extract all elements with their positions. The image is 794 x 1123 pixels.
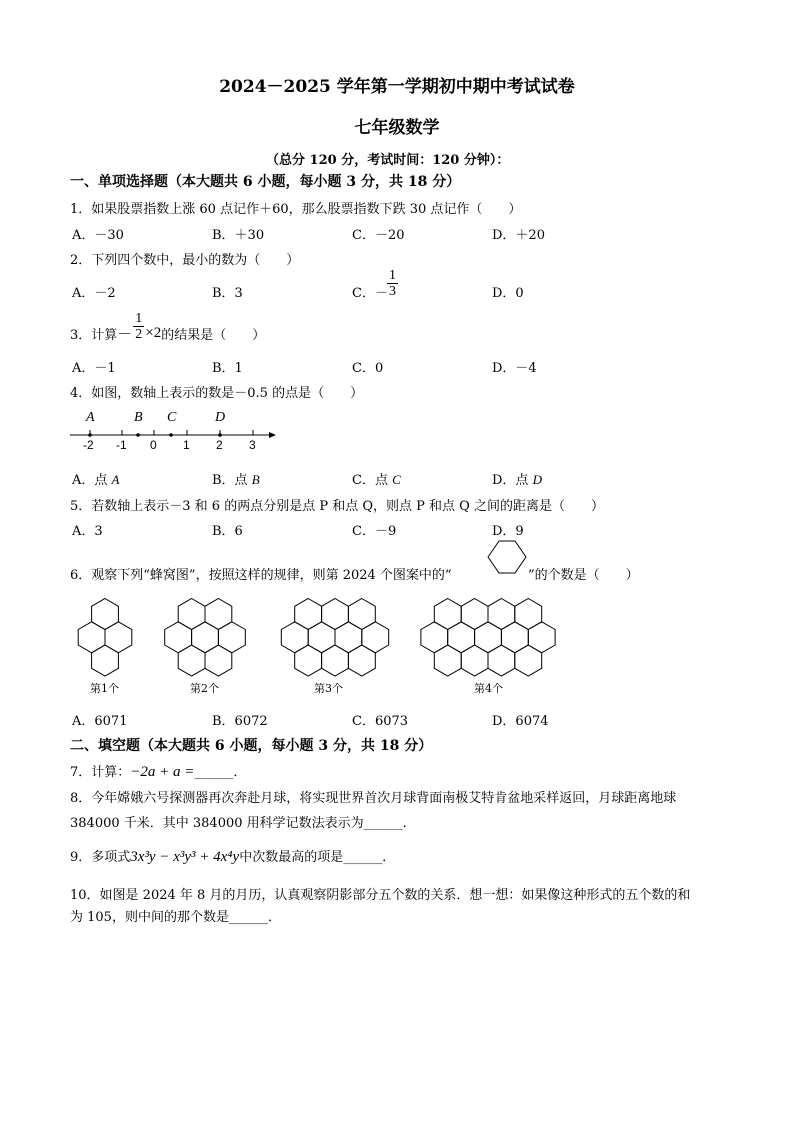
- honeycomb-cell: [362, 622, 389, 653]
- q4-option-a: A．点 A: [72, 472, 120, 488]
- q3-option-a: A．－1: [72, 361, 116, 376]
- q7-expression: −2a + a =: [130, 764, 195, 780]
- q3-times: ×2: [145, 325, 162, 341]
- q4-option-b: B．点 B: [212, 472, 260, 488]
- figure-label-4: 第4个: [474, 682, 503, 695]
- q1-option-a: A．－30: [72, 228, 124, 243]
- q5-option-a: A．3: [72, 524, 103, 539]
- q3-prefix: 3．计算: [70, 328, 118, 343]
- honeycomb-cell: [218, 622, 245, 653]
- honeycomb-cell: [501, 622, 528, 653]
- honeycomb-cell: [165, 622, 192, 653]
- honeycomb-cell: [92, 645, 119, 676]
- honeycomb-cell: [448, 622, 475, 653]
- q1-option-b: B．＋30: [212, 228, 265, 243]
- question-10-line-2: 为 105，则中间的那个数是______．: [70, 910, 281, 925]
- question-6-part-a: 6．观察下列“蜂窝图”，按照这样的规律，则第 2024 个图案中的“: [70, 568, 452, 583]
- fraction-denominator: 2: [135, 327, 143, 342]
- question-6-part-b: ”的个数是（ ）: [528, 568, 639, 583]
- q3-option-c: C．0: [352, 361, 384, 376]
- figure-label-3: 第3个: [314, 682, 343, 695]
- question-10-line-1: 10．如图是 2024 年 8 月的月历，认真观察阴影部分五个数的关系．想一想：如果像这种形式的五个数的和: [70, 888, 691, 903]
- point-c-label: C: [167, 410, 177, 425]
- honeycomb-cell: [461, 645, 488, 676]
- q7-blank: ______．: [194, 765, 247, 780]
- honeycomb-cell: [515, 645, 542, 676]
- question-8-line-1: 8．今年嫦娥六号探测器再次奔赴月球，将实现世界首次月球背面南极艾特肯盆地采样返回，月球距离地球: [70, 791, 677, 806]
- honeycomb-cell: [295, 645, 322, 676]
- honeycomb-cell: [348, 645, 375, 676]
- honeycomb-cell: [178, 599, 205, 630]
- honeycomb-cell: [461, 599, 488, 630]
- q2-option-c: C．－: [352, 286, 388, 301]
- q2-option-a: A．－2: [72, 286, 116, 301]
- q3-minus: －: [117, 327, 133, 343]
- question-7: [70, 761, 246, 781]
- figure-label-1: 第1个: [90, 682, 119, 695]
- section-1-title: 一、单项选择题（本大题共 6 小题，每小题 3 分，共 18 分）: [70, 174, 461, 190]
- q6-option-c: C．6073: [352, 714, 409, 729]
- tick-label: 2: [216, 438, 223, 452]
- question-4: 4．如图，数轴上表示的数是－0.5 的点是（ ）: [70, 386, 364, 401]
- question-1: 1．如果股票指数上涨 60 点记作＋60，那么股票指数下跌 30 点记作（ ）: [70, 202, 522, 217]
- tick-label: 3: [249, 438, 256, 452]
- point-a-label: A: [86, 410, 95, 425]
- fraction-numerator: 1: [135, 311, 143, 326]
- tick-label: 0: [150, 438, 157, 452]
- tick-label: -1: [116, 438, 127, 452]
- honeycomb-cell: [434, 645, 461, 676]
- q3-suffix: 的结果是（ ）: [161, 328, 266, 343]
- honeycomb-cell: [475, 622, 502, 653]
- honeycomb-cell: [78, 622, 105, 653]
- q9-prefix: 9．多项式: [70, 850, 131, 865]
- q5-option-c: C．－9: [352, 524, 397, 539]
- exam-title: 2024－2025 学年第一学期初中期中考试试卷: [219, 77, 575, 97]
- honeycomb-cell: [205, 645, 232, 676]
- exam-note: （总分 120 分，考试时间：120 分钟）：: [266, 153, 510, 168]
- question-9: [70, 846, 395, 866]
- honeycomb-cell: [205, 599, 232, 630]
- fraction-denominator: 3: [389, 284, 396, 299]
- tick-label: 1: [183, 438, 190, 452]
- q9-polynomial: 3x³y − x³y³ + 4x⁴y: [130, 849, 240, 865]
- honeycomb-cell: [515, 599, 542, 630]
- q6-option-b: B．6072: [212, 714, 268, 729]
- q5-option-b: B．6: [212, 524, 243, 539]
- honeycomb-cell: [348, 599, 375, 630]
- q5-option-d: D．9: [492, 524, 524, 539]
- figure-label-2: 第2个: [190, 682, 219, 695]
- question-5: 5．若数轴上表示－3 和 6 的两点分别是点 P 和点 Q，则点 P 和点 Q 之间的距离是（ ）: [70, 499, 604, 514]
- tick-label: -2: [83, 438, 94, 452]
- honeycomb-cell: [295, 599, 322, 630]
- honeycomb-cell: [335, 622, 362, 653]
- point-b-label: B: [134, 410, 143, 425]
- honeycomb-cell: [105, 622, 132, 653]
- honeycomb-cell: [192, 622, 219, 653]
- honeycomb-cell: [421, 622, 448, 653]
- honeycomb-cell: [281, 622, 308, 653]
- q7-prefix: 7．计算：: [70, 765, 131, 780]
- honeycomb-cell: [322, 645, 349, 676]
- q1-option-d: D．＋20: [492, 228, 545, 243]
- q6-option-d: D．6074: [492, 714, 549, 729]
- q1-option-c: C．－20: [352, 228, 405, 243]
- q4-option-d: D．点 D: [492, 472, 542, 488]
- honeycomb-cell: [92, 599, 119, 630]
- honeycomb-cell: [322, 599, 349, 630]
- point-d-label: D: [215, 410, 226, 425]
- honeycomb-cell: [528, 622, 555, 653]
- section-2-title: 二、填空题（本大题共 6 小题，每小题 3 分，共 18 分）: [70, 738, 433, 754]
- honeycomb-cell: [488, 599, 515, 630]
- q2-option-b: B．3: [212, 286, 243, 301]
- q9-suffix: 中次数最高的项是______．: [239, 850, 396, 865]
- exam-subtitle: 七年级数学: [354, 118, 440, 138]
- question-8-line-2: 384000 千米．其中 384000 用科学记数法表示为______．: [70, 816, 416, 831]
- honeycomb-cell: [308, 622, 335, 653]
- honeycomb-cell: [434, 599, 461, 630]
- question-2: 2．下列四个数中，最小的数为（ ）: [70, 253, 300, 268]
- q3-option-b: B．1: [212, 361, 243, 376]
- honeycomb-cell: [178, 645, 205, 676]
- fraction-numerator: 1: [389, 268, 396, 283]
- q2-option-d: D．0: [492, 286, 524, 301]
- q3-option-d: D．－4: [492, 361, 537, 376]
- q4-option-c: C．点 C: [352, 472, 401, 488]
- honeycomb-cell: [488, 645, 515, 676]
- q6-option-a: A．6071: [72, 714, 128, 729]
